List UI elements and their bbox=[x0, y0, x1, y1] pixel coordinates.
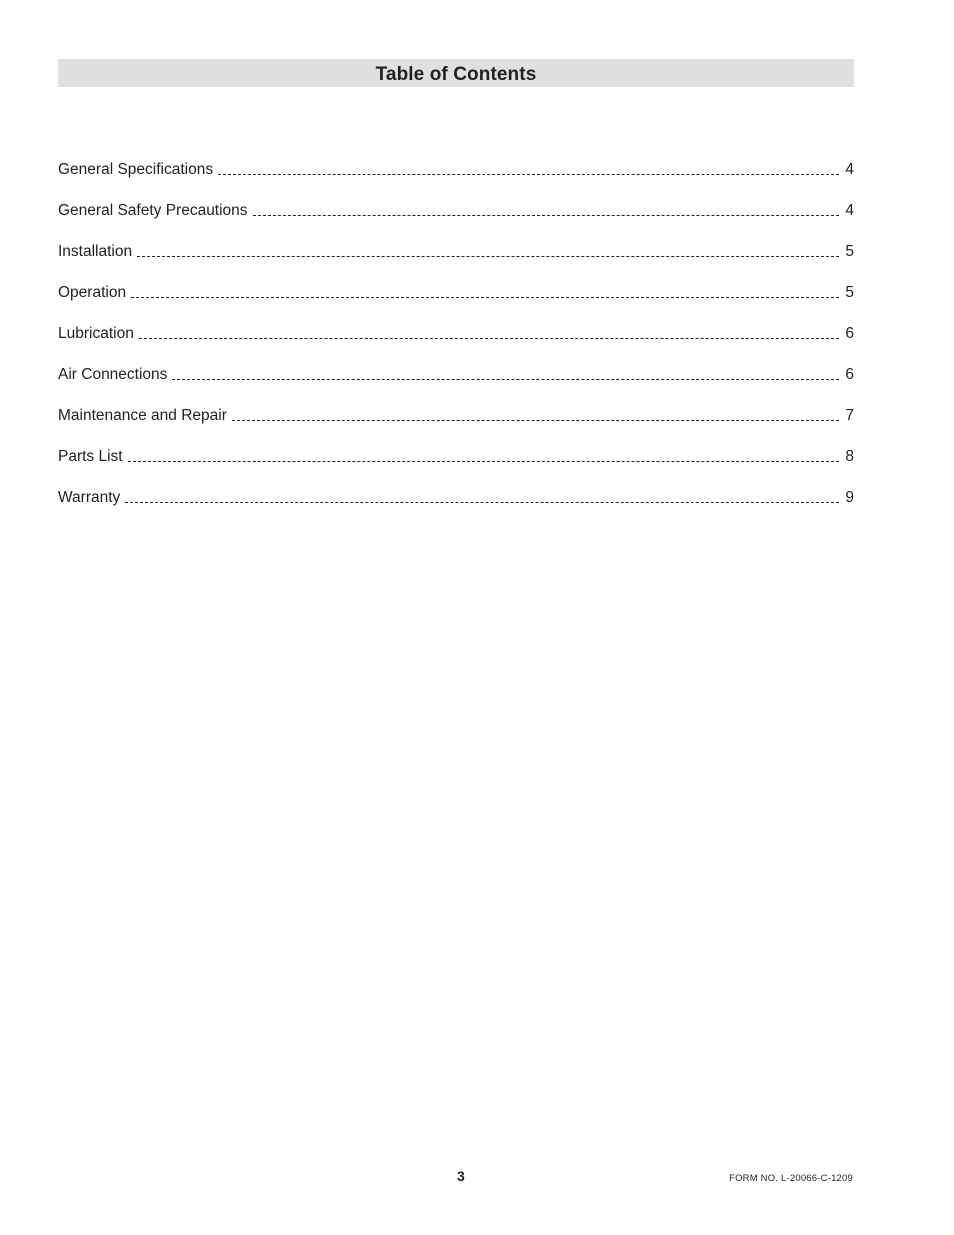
toc-entry-label: Lubrication bbox=[58, 325, 134, 342]
toc-entry-air-connections[interactable] bbox=[58, 345, 854, 386]
toc-entry-installation[interactable] bbox=[58, 222, 854, 263]
toc-entry-operation[interactable] bbox=[58, 263, 854, 304]
toc-entry-page: 7 bbox=[845, 407, 854, 424]
page-title: Table of Contents bbox=[375, 64, 537, 85]
toc-entry-warranty[interactable] bbox=[58, 468, 854, 509]
toc-entry-page: 8 bbox=[845, 448, 854, 465]
toc-entry-label: Operation bbox=[58, 284, 127, 301]
table-of-contents bbox=[58, 140, 854, 509]
toc-entry-page: 4 bbox=[845, 161, 854, 178]
toc-entry-page: 5 bbox=[845, 243, 854, 260]
toc-entry-label: Parts List bbox=[58, 448, 123, 465]
toc-entry-label: Installation bbox=[58, 243, 133, 260]
dot-leader bbox=[137, 256, 839, 257]
dot-leader bbox=[253, 215, 840, 216]
toc-entry-general-specifications[interactable] bbox=[58, 140, 854, 181]
title-bar bbox=[58, 59, 854, 87]
toc-entry-page: 4 bbox=[845, 202, 854, 219]
toc-entry-general-safety-precautions[interactable] bbox=[58, 181, 854, 222]
footer-page-number: 3 bbox=[457, 1168, 465, 1184]
toc-entry-maintenance-and-repair[interactable] bbox=[58, 386, 854, 427]
dot-leader bbox=[172, 379, 839, 380]
toc-entry-label: General Specifications bbox=[58, 161, 214, 178]
toc-entry-lubrication[interactable] bbox=[58, 304, 854, 345]
toc-entry-label: Air Connections bbox=[58, 366, 168, 383]
dot-leader bbox=[131, 297, 839, 298]
dot-leader bbox=[218, 174, 839, 175]
toc-entry-page: 6 bbox=[845, 325, 854, 342]
footer-form-number: FORM NO. L-20066-C-1209 bbox=[729, 1173, 853, 1184]
toc-entry-label: Warranty bbox=[58, 489, 121, 506]
dot-leader bbox=[125, 502, 839, 503]
toc-entry-page: 9 bbox=[845, 489, 854, 506]
toc-entry-label: General Safety Precautions bbox=[58, 202, 248, 219]
dot-leader bbox=[128, 461, 840, 462]
toc-entry-label: Maintenance and Repair bbox=[58, 407, 227, 424]
dot-leader bbox=[232, 420, 839, 421]
toc-entry-page: 6 bbox=[845, 366, 854, 383]
dot-leader bbox=[139, 338, 840, 339]
toc-entry-parts-list[interactable] bbox=[58, 427, 854, 468]
toc-entry-page: 5 bbox=[845, 284, 854, 301]
